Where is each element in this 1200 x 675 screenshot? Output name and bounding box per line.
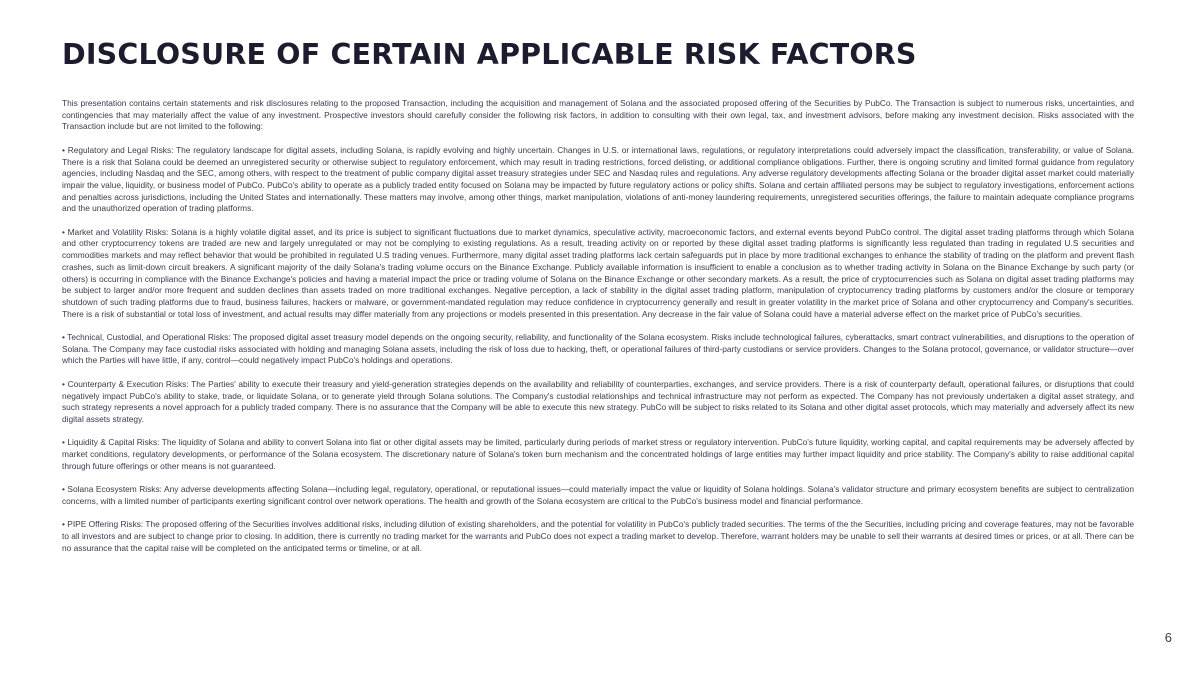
liquidity-capital-risks-paragraph: • Liquidity & Capital Risks: The liquidity of Solana and ability to convert Solana into fiat or other digital assets may be limited, particularly during periods of market stress or regulatory intervention. PubCo's future liquidity, working capital, and capital requirements may be adversely affected by market conditions, regulatory developments, or performance of the Solana ecosystem. The discretionary nature of Solana's token burn mechanism and the concentrated holdings of large entities may further impact liquidity and price stability. The Company's ability to raise additional capital through future offerings or other means is not guaranteed.	[62, 437, 1134, 471]
page-number: 6	[1164, 630, 1172, 645]
intro-paragraph: This presentation contains certain statements and risk disclosures relating to the proposed Transaction, including the acquisition and management of Solana and the associated proposed offering of the Securities by PubCo. The Transaction is subject to numerous risks, uncertainties, and contingencies that may materially affect the value of any investment. Prospective investors should carefully consider the following risk factors, in addition to consulting with their own legal, tax, and investment advisors, before making any investment decision. Risks associated with the Transaction include but are not limited to the following:	[62, 98, 1134, 132]
page-title: DISCLOSURE OF CERTAIN APPLICABLE RISK FACTORS	[62, 38, 917, 71]
market-volatility-risks-paragraph: • Market and Volatility Risks: Solana is a highly volatile digital asset, and its price is subject to significant fluctuations due to market dynamics, speculative activity, macroeconomic factors, and external events beyond PubCo control. The digital asset trading platforms through which Solana and other cryptocurrency tokens are traded are new and largely unregulated or may not be complying to existing regulations. As a result, treading activity on or reported by these digital asset trading platforms is significantly less regulated than trading in regulated U.S securities and commodities markets and may reflect behavior that would be prohibited in regulated U.S trading venues. Furthermore, many digital asset trading platforms lack certain safeguards put in place by more traditional exchanges to enhance the stability of trading on the platform and prevent flash crashes, such as limit-down circuit breakers. A significant majority of the daily Solana's trading volume occurs on the Binance Exchange. Publicly available information is insufficient to enable a conclusion as to whether trading activity in Solana on the Binance Exchange by such party (or others) is occurring in compliance with the Binance Exchange's policies and having a material impact the price or trading volume of Solana on the Binance Exchange or other secondary markets. As a result, the price of cryptocurrencies such as Solana on digital asset trading platforms may be subject to larger and/or more frequent and sudden declines than assets traded on more traditional exchanges. Negative perception, a lack of stability in the digital asset trading platform, manipulation of cryptocurrency trading platforms by customers and/or the closure or temporary shutdown of such trading platforms due to fraud, business failures, hackers or malware, or government-mandated regulation may reduce confidence in cryptocurrency generally and result in greater volatility in the market price of Solana and other cryptocurrency and Company's securities. There is a risk of substantial or total loss of investment, and actual results may differ materially from any projections or models presented in this presentation. Any decrease in the fair value of Solana could have a material adverse effect on the market price of PubCo's securities.	[62, 226, 1134, 319]
technical-custodial-risks-paragraph: • Technical, Custodial, and Operational Risks: The proposed digital asset treasury model depends on the ongoing security, reliability, and functionality of the Solana ecosystem. Risks include technological failures, cyberattacks, smart contract vulnerabilities, and disruptions to the operation of Solana. The Company may face custodial risks associated with holding and managing Solana assets, including the risk of loss due to hacking, theft, or operational failures of third-party custodians or service providers. Changes to the Solana protocol, governance, or validator structure—over which the Parties will have little, if any, control—could negatively impact PubCo's holdings and operations.	[62, 332, 1134, 366]
regulatory-legal-risks-paragraph: • Regulatory and Legal Risks: The regulatory landscape for digital assets, including Solana, is rapidly evolving and highly uncertain. Changes in U.S. or international laws, regulations, or regulatory interpretations could adversely impact the classification, transferability, or value of Solana. There is a risk that Solana could be deemed an unregistered security or otherwise subject to regulatory enforcement, which may result in trading restrictions, forced delisting, or additional compliance obligations. Further, there is ongoing scrutiny and limited formal guidance from regulatory agencies, including Nasdaq and the SEC, among others, with respect to the treatment of public company digital asset treasury strategies under SEC and Nasdaq rules and regulations. Any adverse regulatory developments affecting Solana or the broader digital asset market could materially impair the value, liquidity, or business model of PubCo. PubCo's ability to operate as a publicly traded entity focused on Solana may be impacted by future regulatory actions or policy shifts. Solana and certain affiliated persons may be subject to regulatory investigations, enforcement actions and penalties across jurisdictions, including the United States and internationally. These matters may involve, among other things, market manipulation, violations of anti-money laundering requirements, unregistered securities offerings, the failure to maintain adequate compliance programs and the unauthorized operation of trading platforms.	[62, 144, 1134, 214]
solana-ecosystem-risks-paragraph: • Solana Ecosystem Risks: Any adverse developments affecting Solana—including legal, regulatory, operational, or reputational issues—could materially impact the value or liquidity of Solana holdings. Solana's validator structure and primary ecosystem benefits are subject to centralization concerns, with a limited number of participants exerting significant control over network operations. The health and growth of the Solana ecosystem are critical to the PubCo's business model and financial performance.	[62, 484, 1134, 506]
risk-disclosure-body	[62, 98, 1134, 566]
counterparty-execution-risks-paragraph: • Counterparty & Execution Risks: The Parties' ability to execute their treasury and yield-generation strategies depends on the availability and reliability of counterparties, exchanges, and service providers. There is a risk of counterparty default, operational failures, or disruptions that could negatively impact PubCo's ability to stake, trade, or liquidate Solana, or to generate yield through Solana solutions. The Company's custodial relationships and technical infrastructure may not perform as expected. The Company has not previously undertaken a digital asset strategy, and such strategy represents a novel approach for a publicly traded company. There is no assurance that the Company will be able to execute this new strategy. PubCo will be subject to risks related to its Solana and other digital asset protocols, which may materially and adversely affect its new digital assets strategy.	[62, 378, 1134, 424]
pipe-offering-risks-paragraph: • PIPE Offering Risks: The proposed offering of the Securities involves additional risks, including dilution of existing shareholders, and the potential for volatility in PubCo's publicly traded securities. The terms of the the Securities, including pricing and coverage features, may not be favorable to all investors and are subject to change prior to closing. In addition, there is currently no trading market for the warrants and PubCo does not expect a trading market to develop. Therefore, warrant holders may be unable to sell their warrants at desired times or prices, or at all. There can be no assurance that the capital raise will be completed on the anticipated terms or timeline, or at all.	[62, 519, 1134, 553]
